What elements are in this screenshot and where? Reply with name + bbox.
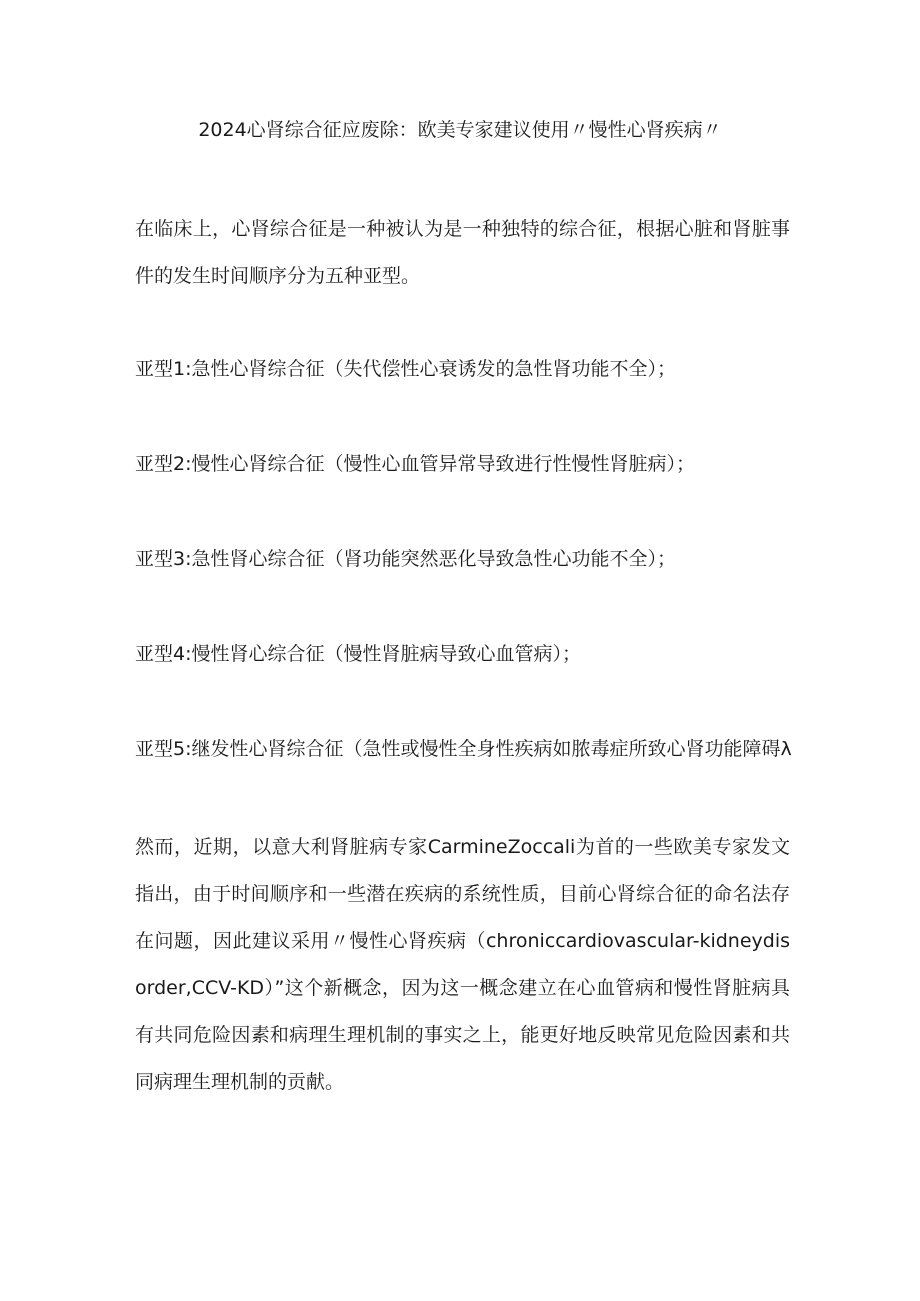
body-paragraph: 然而，近期，以意大利肾脏病专家CarmineZoccali为首的一些欧美专家发文指出，由于时间顺序和一些潜在疾病的系统性质，目前心肾综合征的命名法存在问题，因此建议采用〃慢性心肾疾病（chroniccardiovascular-kidneydisorder,CCV-KD）”这个新概念，因为这一概念建立在心血管病和慢性肾脏病具有共同危险因素和病理生理机制的事实之上，能更好地反映常见危险因素和共同病理生理机制的贡献。 (135, 836, 790, 1093)
subtype-2-paragraph: 亚型2:慢性心肾综合征（慢性心血管异常导致进行性慢性肾脏病）； (135, 453, 695, 475)
subtype-5-paragraph: 亚型5:继发性心肾综合征（急性或慢性全身性疾病如脓毒症所致心肾功能障碍λ (135, 738, 792, 760)
subtype-4-paragraph: 亚型4:慢性肾心综合征（慢性肾脏病导致心血管病）； (135, 643, 581, 665)
subtype-3-paragraph: 亚型3:急性肾心综合征（肾功能突然恶化导致急性心功能不全）； (135, 548, 676, 570)
document-title: 2024心肾综合征应废除：欧美专家建议使用〃慢性心肾疾病〃 (198, 119, 722, 141)
intro-paragraph: 在临床上，心肾综合征是一种被认为是一种独特的综合征，根据心脏和肾脏事件的发生时间顺序分为五种亚型。 (135, 218, 790, 287)
subtype-1-paragraph: 亚型1:急性心肾综合征（失代偿性心衰诱发的急性肾功能不全）； (135, 358, 676, 380)
